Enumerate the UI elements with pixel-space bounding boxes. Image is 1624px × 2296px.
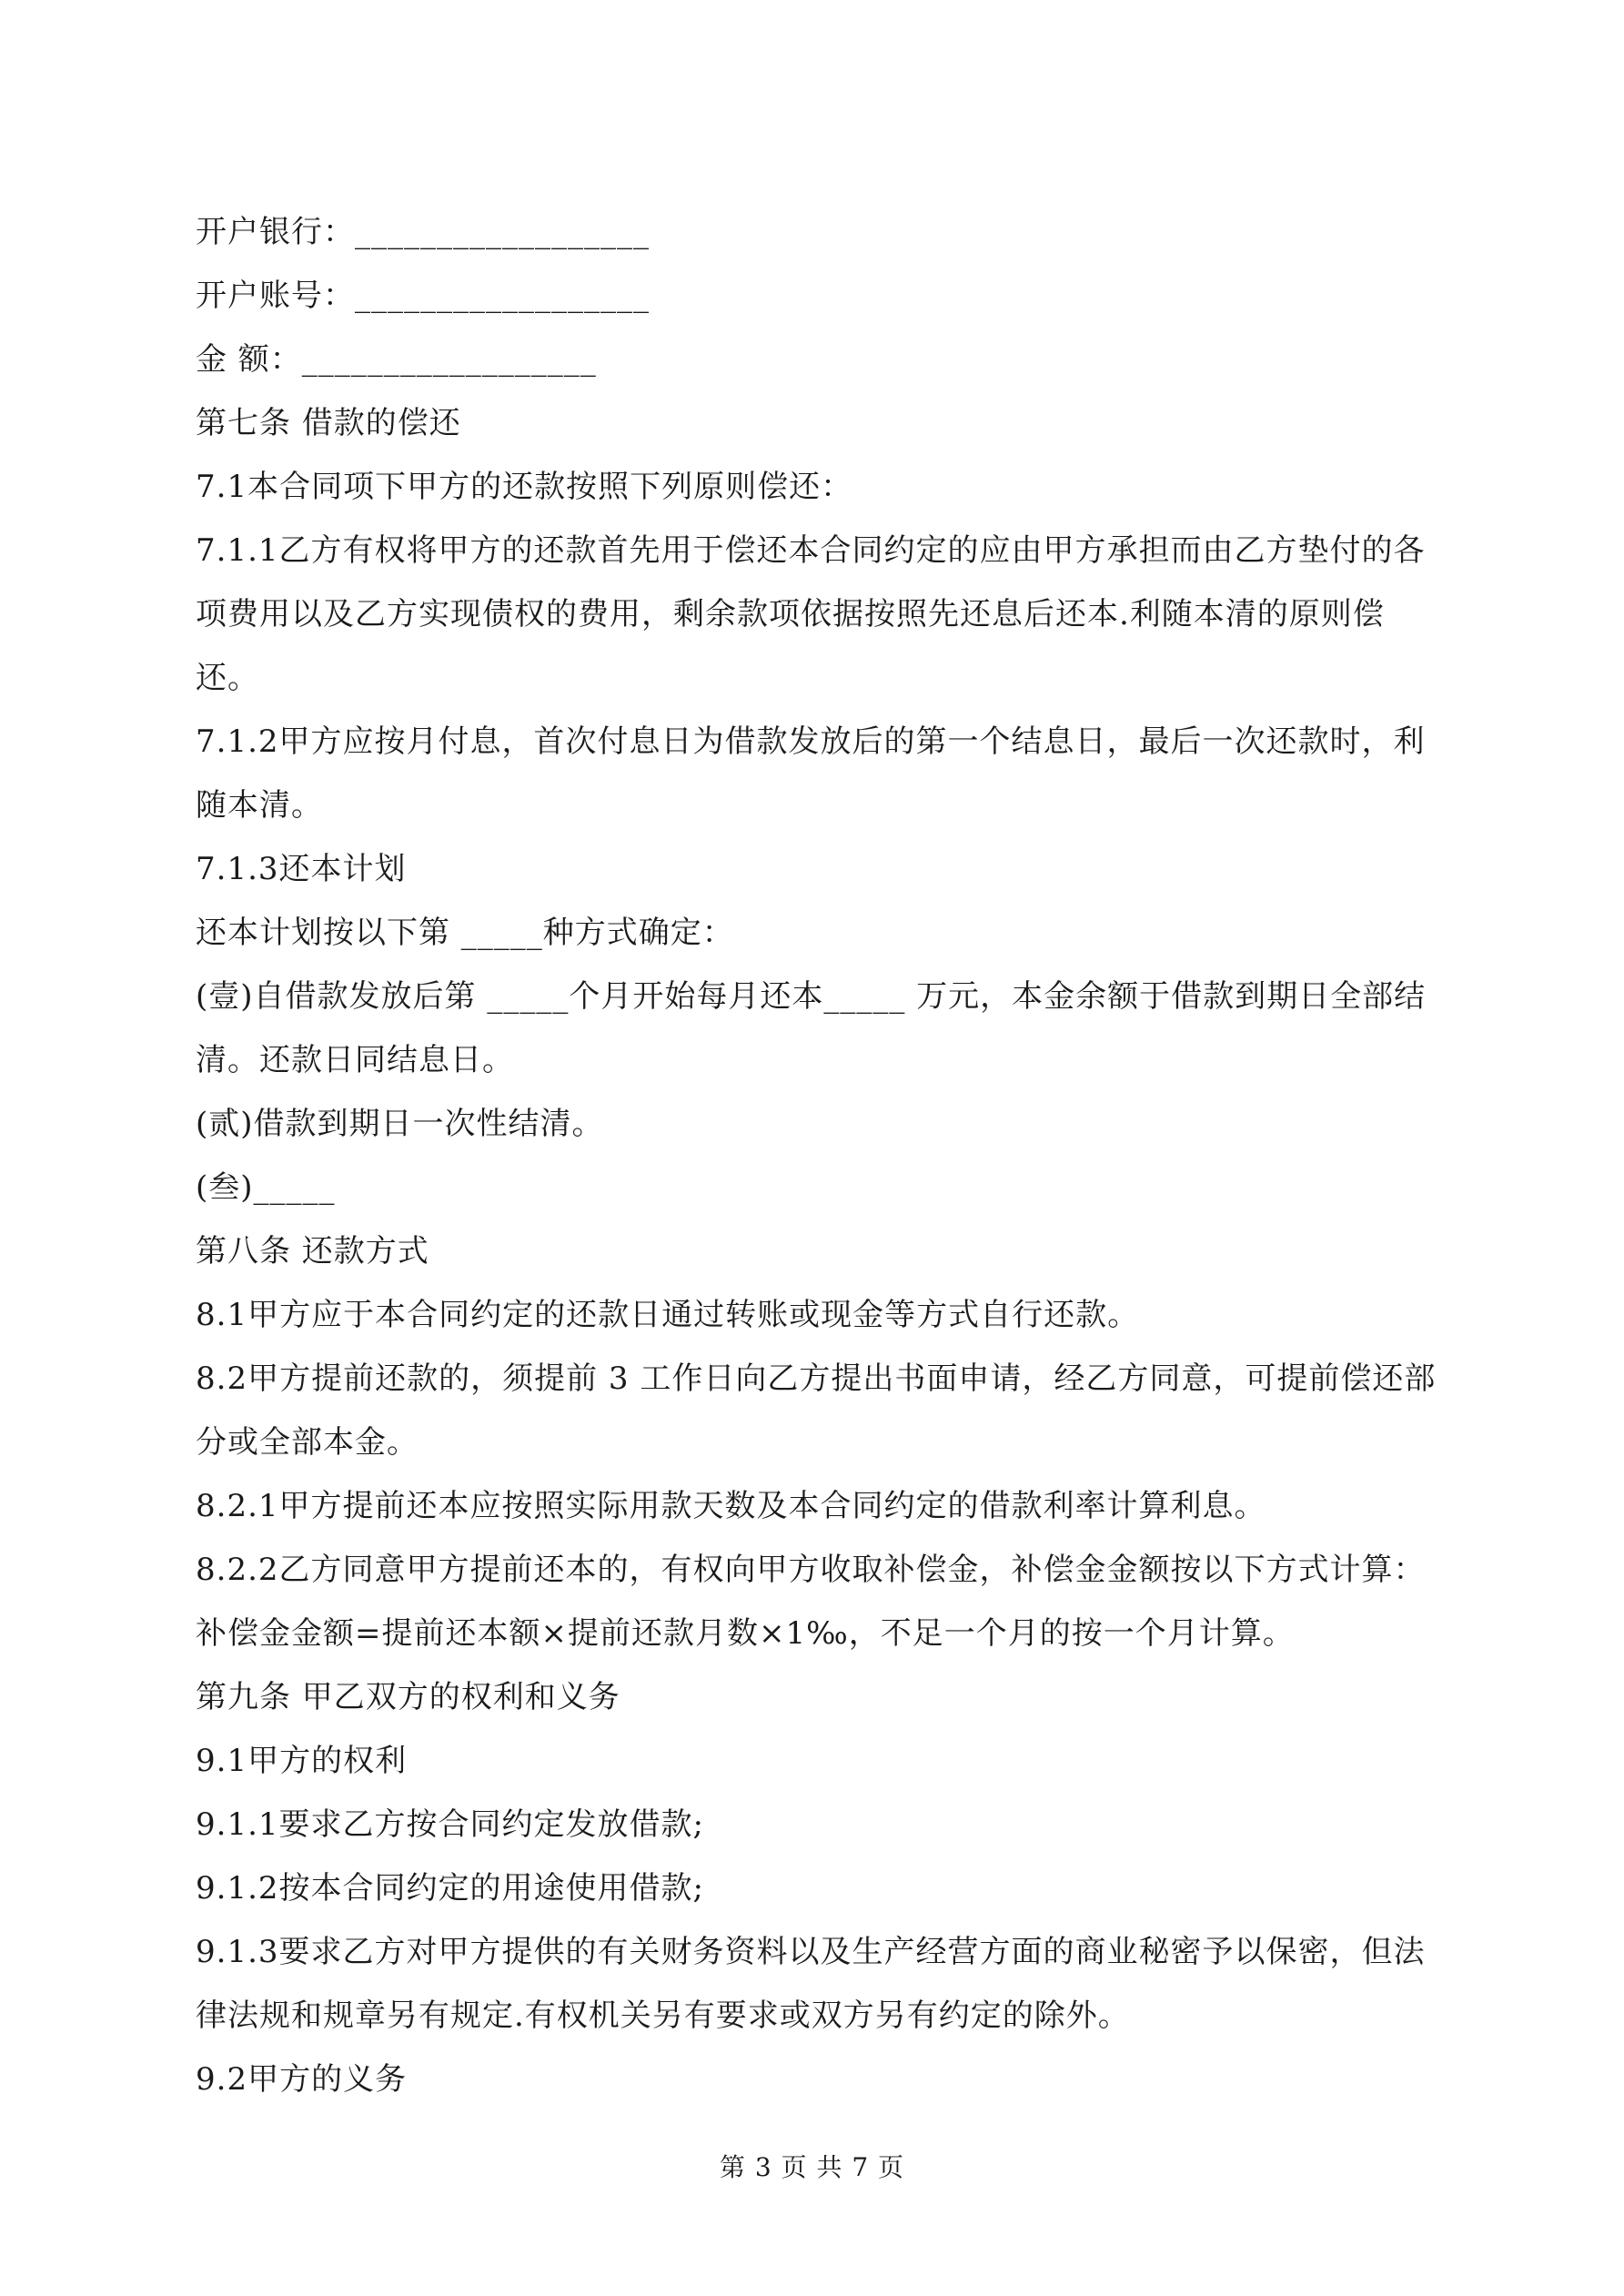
- clause-7-1-3: 7.1.3还本计划: [196, 851, 407, 887]
- clause-8-2-1: 8.2.1甲方提前还本应按照实际用款天数及本合同约定的借款利率计算利息。: [196, 1488, 1266, 1524]
- article-7-heading: 第七条 借款的偿还: [196, 405, 461, 441]
- clause-9-1-3: 9.1.3要求乙方对甲方提供的有关财务资料以及生产经营方面的商业秘密予以保密，但法律法规和规章另有规定.有权机关另有要求或双方另有约定的除外。: [196, 1934, 1426, 2034]
- clause-8-2-2: 8.2.2乙方同意甲方提前还本的，有权向甲方收取补偿金，补偿金金额按以下方式计算：补偿金金额=提前还本额×提前还款月数×1‰，不足一个月的按一个月计算。: [196, 1552, 1426, 1652]
- clause-9-2: 9.2甲方的义务: [196, 2061, 408, 2098]
- page-number-footer: 第 3 页 共 7 页: [719, 2152, 905, 2182]
- article-9-heading: 第九条 甲乙双方的权利和义务: [196, 1679, 620, 1715]
- amount-field-line: 金 额：__________________: [196, 341, 597, 378]
- clause-7-1-1: 7.1.1乙方有权将甲方的还款首先用于偿还本合同约定的应由甲方承担而由乙方垫付的各项费用以及乙方实现债权的费用，剩余款项依据按照先还息后还本.利随本清的原则偿还。: [196, 532, 1426, 696]
- repayment-option-2: (贰)借款到期日一次性结清。: [196, 1106, 604, 1142]
- repayment-option-3: (叁)_____: [196, 1169, 336, 1206]
- clause-9-1: 9.1甲方的权利: [196, 1743, 408, 1779]
- repayment-plan-choice: 还本计划按以下第 _____种方式确定：: [196, 915, 734, 951]
- clause-9-1-2: 9.1.2按本合同约定的用途使用借款;: [196, 1870, 704, 1907]
- document-body: [196, 200, 1442, 2111]
- clause-7-1: 7.1本合同项下甲方的还款按照下列原则偿还：: [196, 469, 853, 505]
- clause-8-2: 8.2甲方提前还款的，须提前 3 工作日向乙方提出书面申请，经乙方同意，可提前偿还部分或全部本金。: [196, 1360, 1437, 1461]
- bank-name-field-line: 开户银行：__________________: [196, 214, 650, 250]
- repayment-option-1: (壹)自借款发放后第 _____个月开始每月还本_____ 万元，本金余额于借款到期日全部结清。还款日同结息日。: [196, 978, 1427, 1078]
- account-number-field-line: 开户账号：__________________: [196, 278, 650, 314]
- clause-7-1-2: 7.1.2甲方应按月付息，首次付息日为借款发放后的第一个结息日，最后一次还款时，利随本清。: [196, 723, 1426, 824]
- clause-8-1: 8.1甲方应于本合同约定的还款日通过转账或现金等方式自行还款。: [196, 1297, 1140, 1333]
- clause-9-1-1: 9.1.1要求乙方按合同约定发放借款;: [196, 1806, 704, 1843]
- article-8-heading: 第八条 还款方式: [196, 1233, 429, 1269]
